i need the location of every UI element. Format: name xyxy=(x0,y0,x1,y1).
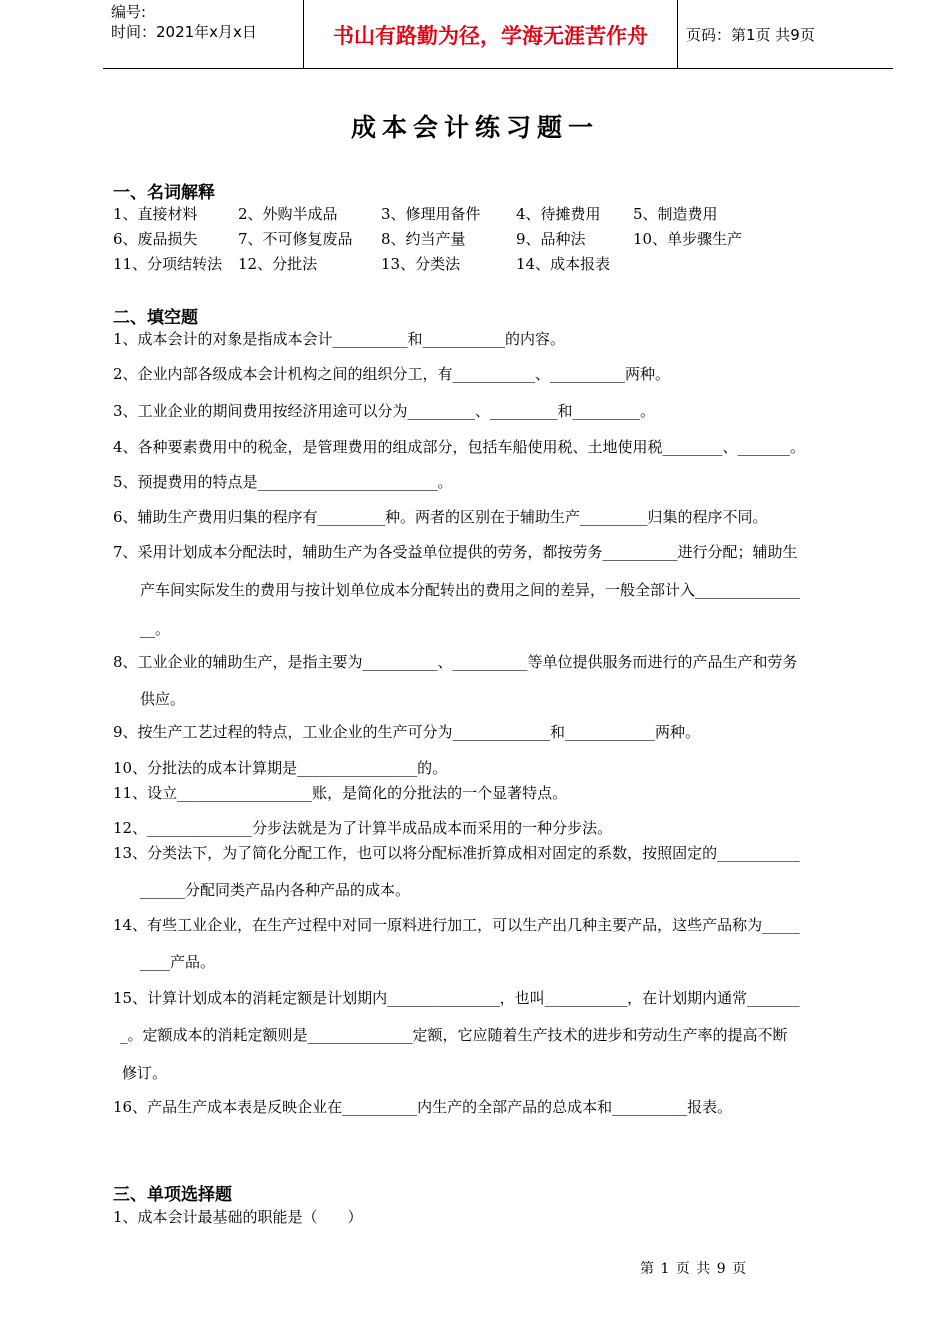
section-heading-terms: 一、名词解释 xyxy=(113,183,215,203)
document-title: 成本会计练习题一 xyxy=(350,113,599,142)
term-item: 10、单步骤生产 xyxy=(633,230,743,248)
question-line: 15、计算计划成本的消耗定额是计划期内_______________，也叫___________，在计划期内通常_______ xyxy=(113,989,800,1007)
header-page-info: 页码：第1页 共9页 xyxy=(686,26,815,44)
question-line: 2、企业内部各级成本会计机构之间的组织分工，有___________、__________两种。 xyxy=(113,365,671,383)
header-motto-box xyxy=(303,0,678,68)
section-heading-fill-blank: 二、填空题 xyxy=(113,308,198,328)
question-line: 10、分批法的成本计算期是________________的。 xyxy=(113,759,448,777)
term-item: 6、废品损失 xyxy=(113,230,198,248)
term-item: 14、成本报表 xyxy=(516,255,611,273)
question-line: ______分配同类产品内各种产品的成本。 xyxy=(140,881,411,899)
question-line: 7、采用计划成本分配法时，辅助生产为各受益单位提供的劳务，都按劳务__________进行分配；辅助生 xyxy=(113,543,798,561)
question-line: ____产品。 xyxy=(140,953,216,971)
term-item: 11、分项结转法 xyxy=(113,255,223,273)
time-label: 时间：2021年x月x日 xyxy=(111,23,257,41)
question-line: 供应。 xyxy=(140,690,186,708)
serial-label: 编号: xyxy=(111,3,147,21)
term-item: 4、待摊费用 xyxy=(516,205,601,223)
question-line: 8、工业企业的辅助生产，是指主要为__________、__________等单位提供服务而进行的产品生产和劳务 xyxy=(113,653,798,671)
page-footer: 第 1 页 共 9 页 xyxy=(640,1261,748,1277)
question-line: 5、预提费用的特点是________________________。 xyxy=(113,473,453,491)
question-line: 产车间实际发生的费用与按计划单位成本分配转出的费用之间的差异，一般全部计入______________ xyxy=(140,581,801,599)
question-line: 13、分类法下，为了简化分配工作，也可以将分配标准折算成相对固定的系数，按照固定的___________ xyxy=(113,844,800,862)
motto: 书山有路勤为径，学海无涯苦作舟 xyxy=(333,24,648,48)
term-item: 9、品种法 xyxy=(516,230,586,248)
question-line: 12、______________分步法就是为了计算半成品成本而采用的一种分步法。 xyxy=(113,819,613,837)
question-line: 3、工业企业的期间费用按经济用途可以分为_________、_________和_________。 xyxy=(113,402,656,420)
term-item: 12、分批法 xyxy=(238,255,318,273)
term-item: 7、不可修复废品 xyxy=(238,230,353,248)
question-line: 9、按生产工艺过程的特点，工业企业的生产可分为_____________和____________两种。 xyxy=(113,723,701,741)
question-line: 1、成本会计最基础的职能是（ ） xyxy=(113,1208,363,1226)
page-header xyxy=(103,0,893,69)
term-item: 2、外购半成品 xyxy=(238,205,338,223)
question-line: 修订。 xyxy=(122,1064,168,1082)
term-item: 1、直接材料 xyxy=(113,205,198,223)
header-meta xyxy=(111,2,257,42)
question-line: 1、成本会计的对象是指成本会计__________和___________的内容。 xyxy=(113,330,566,348)
term-item: 5、制造费用 xyxy=(633,205,718,223)
term-item: 3、修理用备件 xyxy=(381,205,481,223)
question-line: __。 xyxy=(140,620,171,638)
section-heading-single-choice: 三、单项选择题 xyxy=(113,1185,232,1205)
term-item: 8、约当产量 xyxy=(381,230,466,248)
question-line: 4、各种要素费用中的税金，是管理费用的组成部分，包括车船使用税、土地使用税________、_______。 xyxy=(113,438,806,456)
question-line: 6、辅助生产费用归集的程序有_________种。两者的区别在于辅助生产_________归集的程序不同。 xyxy=(113,508,768,526)
question-line: 16、产品生产成本表是反映企业在__________内生产的全部产品的总成本和__________报表。 xyxy=(113,1098,733,1116)
question-line: 11、设立__________________账，是简化的分批法的一个显著特点。 xyxy=(113,784,568,802)
question-line: 14、有些工业企业，在生产过程中对同一原料进行加工，可以生产出几种主要产品，这些产品称为_____ xyxy=(113,916,800,934)
question-line: _。定额成本的消耗定额则是______________定额，它应随着生产技术的进步和劳动生产率的提高不断 xyxy=(120,1026,788,1044)
term-item: 13、分类法 xyxy=(381,255,461,273)
